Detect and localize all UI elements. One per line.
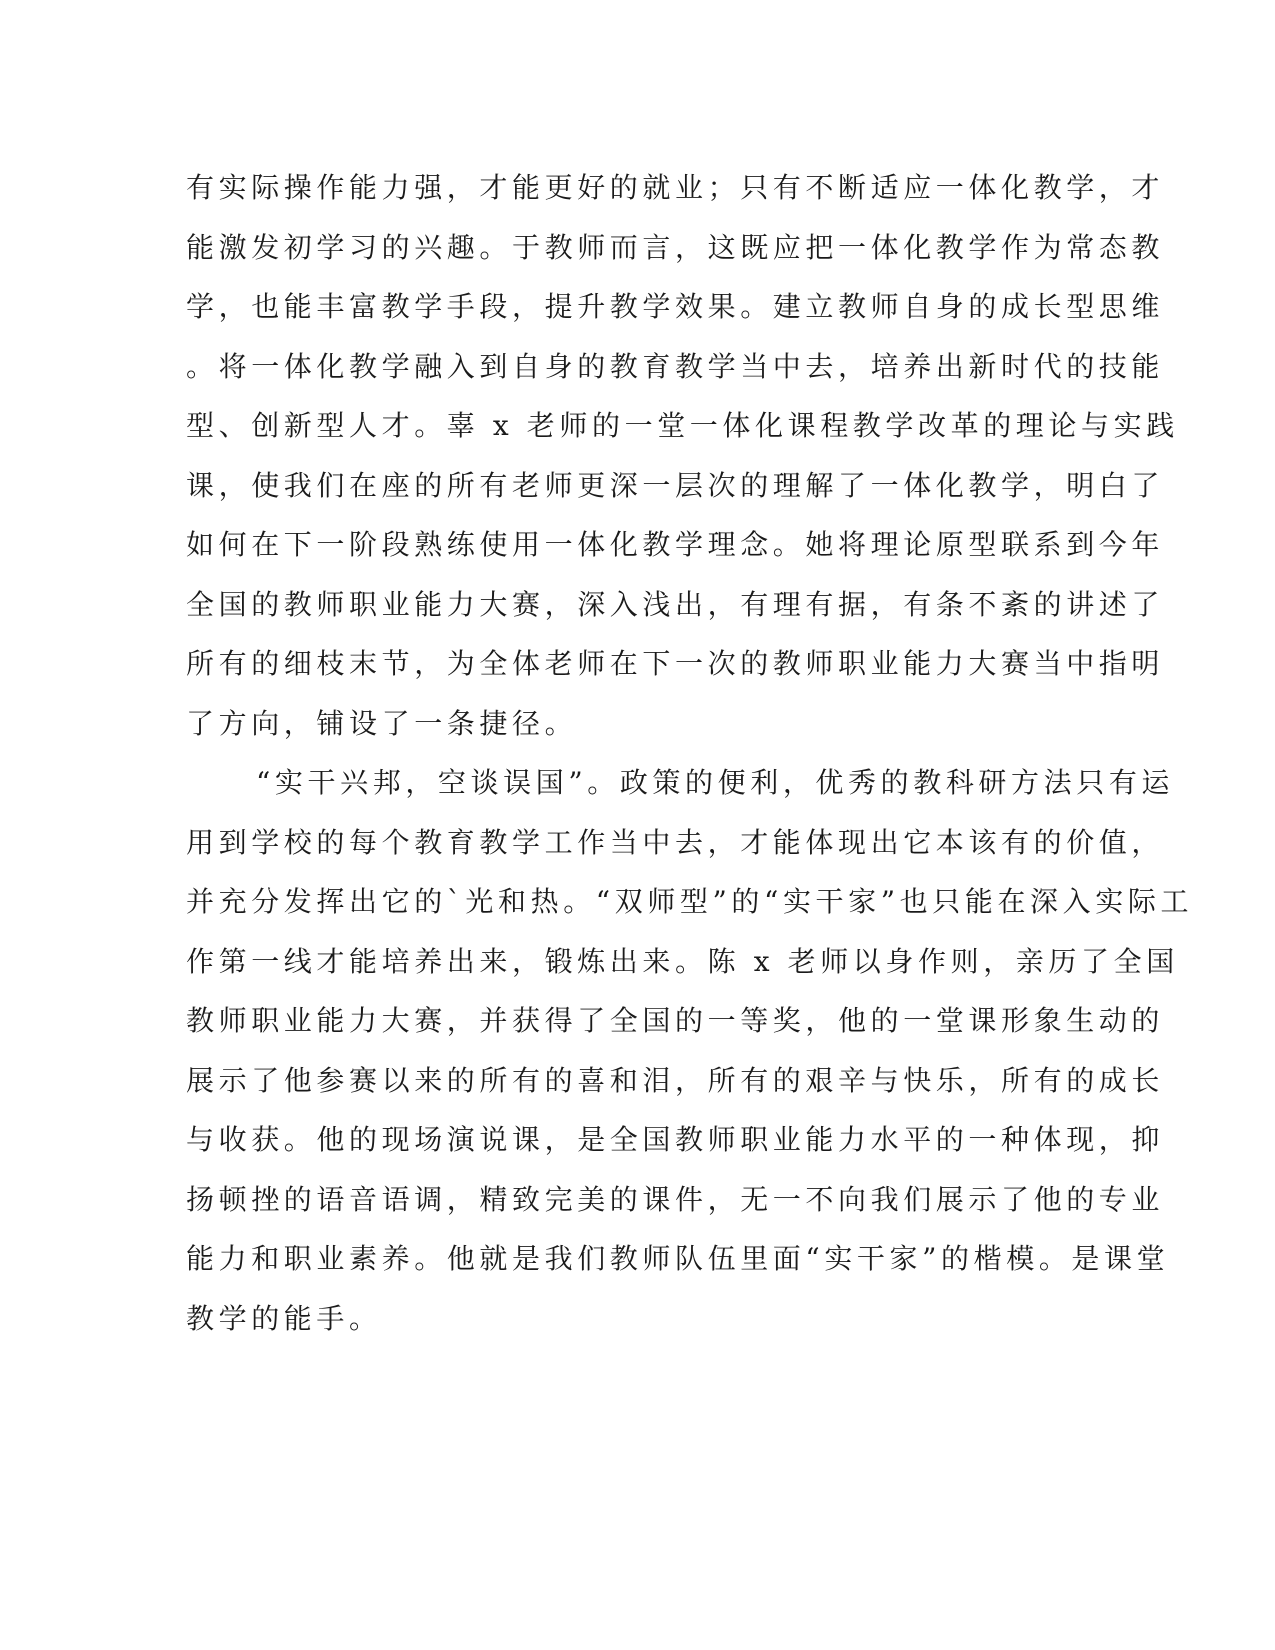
- text-line: 教学的能手。: [186, 1301, 382, 1335]
- text-line: 如何在下一阶段熟练使用一体化教学理念。她将理论原型联系到今年: [186, 528, 1165, 561]
- text-line: 并充分发挥出它的`光和热。“双师型”的“实干家”也只能在深入实际工: [186, 885, 1194, 918]
- text-line: 扬顿挫的语音语调，精致完美的课件，无一不向我们展示了他的专业: [186, 1182, 1165, 1216]
- text-line: 学，也能丰富教学手段，提升教学效果。建立教师自身的成长型思维: [186, 290, 1165, 323]
- text-line: 用到学校的每个教育教学工作当中去，才能体现出它本该有的价值，: [186, 825, 1165, 859]
- text-line: 有实际操作能力强，才能更好的就业；只有不断适应一体化教学，才: [186, 171, 1165, 204]
- text-line: 与收获。他的现场演说课，是全国教师职业能力水平的一种体现，抑: [186, 1123, 1165, 1156]
- text-line: 作第一线才能培养出来，锻炼出来。陈 x 老师以身作则，亲历了全国: [186, 944, 1179, 978]
- text-line: 能激发初学习的兴趣。于教师而言，这既应把一体化教学作为常态教: [186, 230, 1165, 264]
- text-line: 教师职业能力大赛，并获得了全国的一等奖，他的一堂课形象生动的: [186, 1004, 1165, 1037]
- text-line: 课，使我们在座的所有老师更深一层次的理解了一体化教学，明白了: [186, 468, 1165, 502]
- text-line: 能力和职业素养。他就是我们教师队伍里面“实干家”的楷模。是课堂: [186, 1242, 1170, 1275]
- paragraph-2: [186, 753, 1194, 1348]
- text-line: 所有的细枝末节，为全体老师在下一次的教师职业能力大赛当中指明: [186, 647, 1165, 680]
- text-line: 型、创新型人才。辜 x 老师的一堂一体化课程教学改革的理论与实践: [186, 409, 1179, 442]
- text-line: 。将一体化教学融入到自身的教育教学当中去，培养出新时代的技能: [186, 349, 1165, 383]
- text-line: “实干兴邦，空谈误国”。政策的便利，优秀的教科研方法只有运: [256, 766, 1175, 799]
- text-line: 展示了他参赛以来的所有的喜和泪，所有的艰辛与快乐，所有的成长: [186, 1063, 1165, 1097]
- document-body: [186, 158, 1194, 1348]
- text-line: 全国的教师职业能力大赛，深入浅出，有理有据，有条不紊的讲述了: [186, 587, 1165, 621]
- paragraph-1: [186, 158, 1179, 753]
- text-line: 了方向，铺设了一条捷径。: [186, 706, 578, 740]
